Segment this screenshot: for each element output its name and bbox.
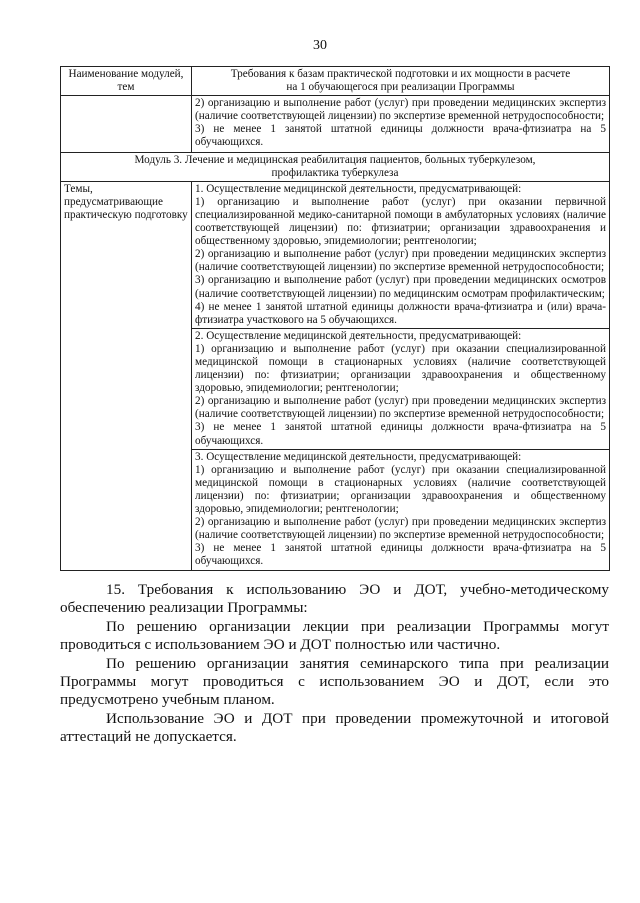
module-content-row (61, 181, 610, 328)
requirement-block-3 (192, 449, 610, 571)
block-item: 1) организацию и выполнение работ (услуг) при оказании специализированной медицинской помощи в стационарных условиях (наличие соответствующей лицензии) по: фтизиатрии; организации здравоохранения и общественному здоровью, эпидемиологии; рентгенологии; (195, 463, 606, 515)
body-paragraph: По решению организации лекции при реализации Программы могут проводиться с использованием ЭО и ДОТ полностью или частично. (60, 617, 609, 654)
module-title-cell (61, 152, 610, 181)
block-item: 1) организацию и выполнение работ (услуг) при оказании специализированной медицинской помощи в стационарных условиях (наличие соответствующей лицензии) по: фтизиатрии; организации здравоохранения и общественному здоровью, эпидемиологии; рентгенологии; (195, 342, 606, 395)
continuation-row (61, 96, 610, 152)
topics-cell: Темы, предусматривающие практическую подготовку (61, 181, 192, 571)
block-title: 2. Осуществление медицинской деятельности, предусматривающей: (195, 329, 522, 342)
block-item: 3) не менее 1 занятой штатной единицы должности врача-фтизиатра на 5 обучающихся. (195, 542, 606, 568)
page-number: 30 (313, 38, 327, 53)
block-item: 4) не менее 1 занятой штатной единицы должности врача-фтизиатра и (или) врача-фтизиатра участкового на 5 обучающихся. (195, 300, 606, 326)
module-title-line-1: Модуль 3. Лечение и медицинская реабилитация пациентов, больных туберкулезом, (134, 153, 536, 166)
requirement-block-2 (192, 328, 610, 449)
continuation-item: 3) не менее 1 занятой штатной единицы должности врача-фтизиатра на 5 обучающихся. (195, 123, 606, 149)
module-title-row (61, 152, 610, 181)
table-header-row (61, 67, 610, 96)
block-title: 3. Осуществление медицинской деятельности, предусматривающей: (195, 450, 522, 463)
continuation-left-cell (61, 96, 192, 152)
header-requirements-cell (192, 67, 610, 96)
requirement-block-1 (192, 181, 610, 328)
block-item: 3) не менее 1 занятой штатной единицы должности врача-фтизиатра на 5 обучающихся. (195, 421, 606, 447)
header-requirements-line-2: на 1 обучающегося при реализации Программы (286, 81, 515, 94)
body-paragraph: По решению организации занятия семинарского типа при реализации Программы могут проводиться с использованием ЭО и ДОТ, если это предусмотрено учебным планом. (60, 654, 609, 709)
block-item: 2) организацию и выполнение работ (услуг) при проведении медицинских экспертиз (наличие соответствующей лицензии) по экспертизе временной нетрудоспособности; (195, 516, 606, 542)
body-paragraph: Использование ЭО и ДОТ при проведении промежуточной и итоговой аттестаций не допускается. (60, 709, 609, 746)
header-requirements-line-1: Требования к базам практической подготовки и их мощности в расчете (230, 68, 571, 80)
block-item: 2) организацию и выполнение работ (услуг) при проведении медицинских экспертиз (наличие соответствующей лицензии) по экспертизе временной нетрудоспособности; (195, 395, 606, 421)
section-15 (60, 581, 609, 747)
block-item: 1) организацию и выполнение работ (услуг) при оказании первичной специализированной медико-санитарной помощи в амбулаторных условиях (наличие соответствующей лицензии) по: фтизиатрии; организации здравоохранения и общественному здоровью, эпидемиологии; рентгенологии; (195, 195, 606, 248)
header-modules-cell: Наименование модулей, тем (61, 67, 192, 96)
continuation-requirements-cell (192, 96, 610, 152)
requirements-table (60, 66, 610, 571)
block-item: 3) организацию и выполнение работ (услуг) при проведении медицинских осмотров (наличие соответствующей лицензии) по медицинским осмотрам профилактическим; (195, 274, 606, 300)
block-item: 2) организацию и выполнение работ (услуг) при проведении медицинских экспертиз (наличие соответствующей лицензии) по экспертизе временной нетрудоспособности; (195, 248, 606, 274)
block-title: 1. Осуществление медицинской деятельности, предусматривающей: (195, 182, 522, 195)
module-title-line-2: профилактика туберкулеза (271, 166, 399, 179)
continuation-item: 2) организацию и выполнение работ (услуг) при проведении медицинских экспертиз (наличие соответствующей лицензии) по экспертизе временной нетрудоспособности; (195, 97, 606, 123)
section-heading-paragraph: 15. Требования к использованию ЭО и ДОТ, учебно-методическому обеспечению реализации Программы: (60, 581, 609, 617)
